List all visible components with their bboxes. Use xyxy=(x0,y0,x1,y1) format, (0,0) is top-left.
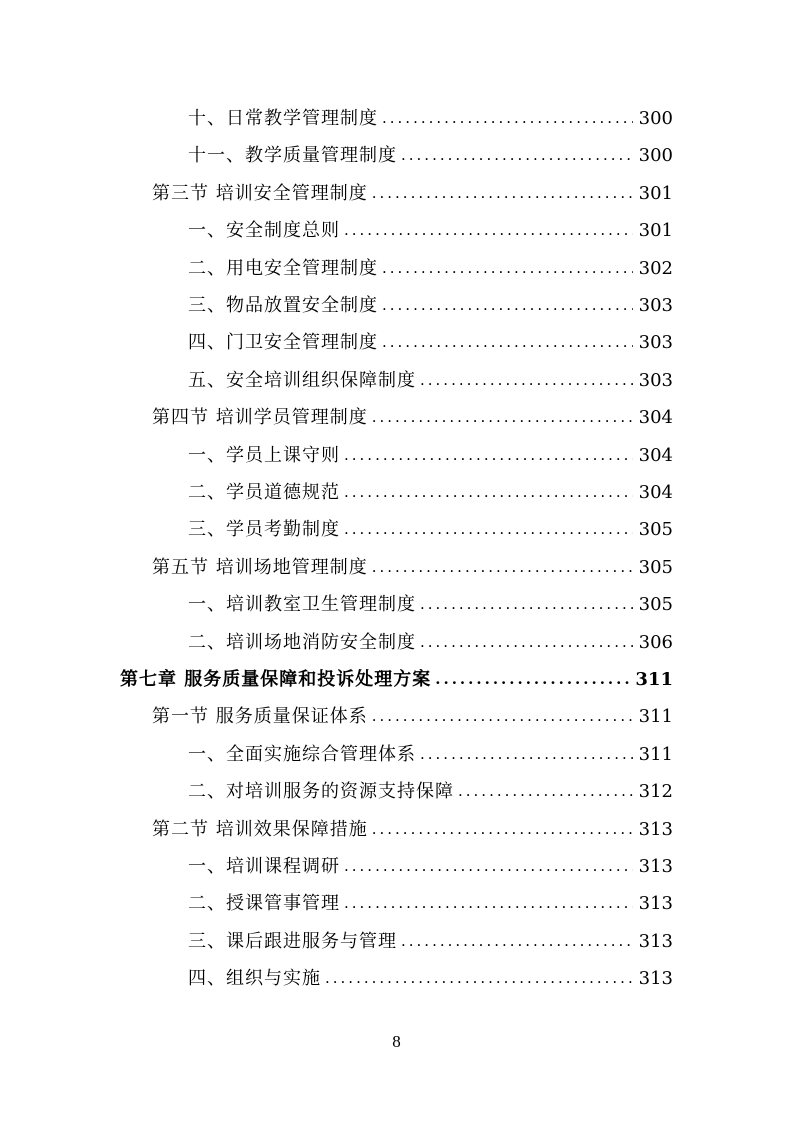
toc-entry-title: 十一、教学质量管理制度 xyxy=(188,145,397,167)
toc-dot-leader xyxy=(382,100,633,137)
toc-entry xyxy=(188,624,673,661)
toc-entry-title: 五、安全培训组织保障制度 xyxy=(188,369,416,391)
toc-entry-title: 三、学员考勤制度 xyxy=(188,519,340,541)
toc-entry-title: 第一节 服务质量保证体系 xyxy=(152,706,368,728)
toc-entry-title: 一、全面实施综合管理体系 xyxy=(188,743,416,765)
toc-dot-leader xyxy=(420,736,633,773)
toc-entry-page: 311 xyxy=(638,706,673,728)
toc-dot-leader xyxy=(401,923,633,960)
toc-entry xyxy=(188,100,673,137)
toc-entry xyxy=(188,848,673,885)
toc-entry-page: 313 xyxy=(638,968,673,990)
toc-entry-title: 一、安全制度总则 xyxy=(188,220,340,242)
toc-entry-title: 一、培训课程调研 xyxy=(188,856,340,877)
toc-dot-leader xyxy=(420,586,633,623)
toc-entry xyxy=(188,362,673,399)
toc-dot-leader xyxy=(344,848,633,885)
toc-entry xyxy=(152,175,673,212)
toc-entry-page: 302 xyxy=(638,257,673,279)
toc-entry xyxy=(152,811,673,848)
toc-entry xyxy=(188,773,673,810)
toc-entry-title: 第二节 培训效果保障措施 xyxy=(152,818,368,840)
toc-entry-title: 一、学员上课守则 xyxy=(188,444,340,466)
toc-dot-leader xyxy=(372,399,633,436)
toc-entry-page: 303 xyxy=(638,332,673,354)
toc-dot-leader xyxy=(382,250,633,287)
toc-dot-leader xyxy=(372,698,633,735)
toc-entry-page: 305 xyxy=(638,594,673,616)
toc-entry-title: 第四节 培训学员管理制度 xyxy=(152,407,368,429)
toc-dot-leader xyxy=(401,137,633,174)
toc-entry-title: 三、课后跟进服务与管理 xyxy=(188,930,397,952)
toc-entry-title: 二、授课管事管理 xyxy=(188,893,340,915)
toc-entry-title: 四、组织与实施 xyxy=(188,968,321,990)
toc-entry-title: 第五节 培训场地管理制度 xyxy=(152,556,368,578)
toc-dot-leader xyxy=(344,885,633,922)
toc-entry-title: 一、培训教室卫生管理制度 xyxy=(188,594,416,616)
toc-dot-leader xyxy=(325,960,633,997)
toc-entry-page: 304 xyxy=(638,444,673,466)
toc-entry-page: 300 xyxy=(638,145,673,167)
toc-entry xyxy=(152,549,673,586)
toc-entry-page: 304 xyxy=(638,407,673,429)
page-number: 8 xyxy=(392,1032,401,1051)
toc-entry xyxy=(188,474,673,511)
toc-entry-title: 四、门卫安全管理制度 xyxy=(188,332,378,354)
toc-entry-page: 313 xyxy=(638,930,673,952)
toc-entry xyxy=(188,437,673,474)
toc-entry-page: 313 xyxy=(638,856,673,877)
toc-dot-leader xyxy=(344,437,633,474)
toc-dot-leader xyxy=(372,549,633,586)
toc-entry-page: 303 xyxy=(638,295,673,316)
toc-entry-page: 313 xyxy=(638,893,673,915)
toc-entry xyxy=(188,736,673,773)
toc-entry-title: 二、学员道德规范 xyxy=(188,482,340,503)
toc-dot-leader xyxy=(420,624,633,661)
toc-dot-leader xyxy=(344,212,633,249)
toc-entry-page: 305 xyxy=(638,519,673,541)
toc-dot-leader xyxy=(458,773,633,810)
toc-entry xyxy=(120,661,673,698)
toc-entry xyxy=(152,399,673,436)
toc-dot-leader xyxy=(344,474,633,511)
toc-entry-title: 二、用电安全管理制度 xyxy=(188,257,378,279)
toc-entry xyxy=(188,324,673,361)
toc-entry xyxy=(188,137,673,174)
toc-entry-page: 301 xyxy=(638,182,673,204)
toc-entry-page: 303 xyxy=(638,369,673,391)
toc-entry xyxy=(188,586,673,623)
toc-entry xyxy=(188,250,673,287)
toc-dot-leader xyxy=(382,287,633,324)
toc-entry-page: 311 xyxy=(638,743,673,765)
toc-entry-page: 306 xyxy=(638,631,673,653)
toc-entry-page: 300 xyxy=(638,108,673,129)
toc-entry-page: 305 xyxy=(638,556,673,578)
toc-entry-title: 二、对培训服务的资源支持保障 xyxy=(188,781,454,803)
toc-entry-page: 304 xyxy=(638,482,673,503)
toc-entry xyxy=(188,287,673,324)
toc-dot-leader xyxy=(372,811,633,848)
toc-entry-title: 二、培训场地消防安全制度 xyxy=(188,631,416,653)
toc-entry-title: 第三节 培训安全管理制度 xyxy=(152,182,368,204)
toc-entry-title: 三、物品放置安全制度 xyxy=(188,295,378,316)
toc-entry xyxy=(188,923,673,960)
toc-entry-page: 301 xyxy=(638,220,673,242)
toc-dot-leader xyxy=(372,175,633,212)
toc-entry xyxy=(188,960,673,997)
toc-entry xyxy=(188,511,673,548)
toc-entry-page: 313 xyxy=(638,818,673,840)
toc-entry xyxy=(152,698,673,735)
toc-entry-title: 十、日常教学管理制度 xyxy=(188,108,378,129)
toc-dot-leader xyxy=(382,324,633,361)
toc-entry-page: 311 xyxy=(635,669,673,690)
toc-dot-leader xyxy=(420,362,633,399)
toc-entry-title: 第七章 服务质量保障和投诉处理方案 xyxy=(120,669,432,690)
toc-entry xyxy=(188,885,673,922)
toc-entry-page: 312 xyxy=(638,781,673,803)
toc-entry xyxy=(188,212,673,249)
toc-dot-leader xyxy=(344,511,633,548)
toc-dot-leader xyxy=(435,661,629,698)
